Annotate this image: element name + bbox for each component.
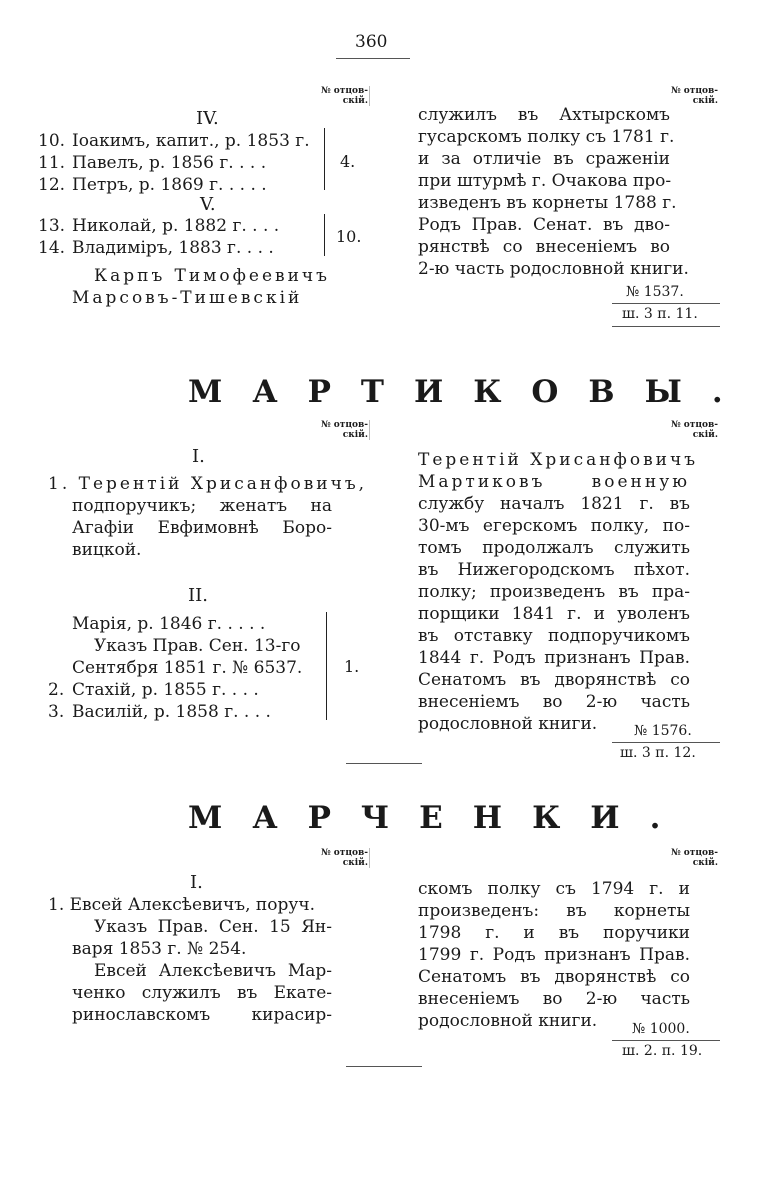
entry-text: Агафіи Евфимовнѣ Боро-: [72, 518, 332, 538]
father-number: 10.: [336, 227, 362, 246]
person-name: Марсовъ-Тишевскій: [72, 288, 303, 308]
biography-line: при штурмѣ г. Очакова про-: [418, 171, 672, 191]
record-number: № 1537.: [626, 284, 684, 300]
entry-text: Указъ Прав. Сен. 13-го: [94, 636, 301, 656]
biography-line: полку; произведенъ въ пра-: [418, 582, 690, 602]
biography-line: въ отставку подпоручикомъ: [418, 626, 690, 646]
record-number: № 1576.: [634, 723, 692, 739]
biography-line: Мартиковъ военную: [418, 472, 690, 492]
entry-text: вицкой.: [72, 540, 142, 560]
biography-line: 1798 г. и въ поручики: [418, 923, 690, 943]
shelf-reference: ш. 3 п. 11.: [622, 306, 698, 322]
entry-text: Петръ, р. 1869 г. . . . .: [72, 175, 267, 195]
entry-text: Марія, р. 1846 г. . . . .: [72, 614, 266, 634]
biography-line: рянствѣ со внесеніемъ во: [418, 237, 670, 257]
family-title: МАРЧЕНКИ.: [188, 800, 691, 836]
column-header: № отцов- скій.: [320, 848, 368, 868]
entry-text: Павелъ, р. 1856 г. . . .: [72, 153, 267, 173]
biography-line: Терентій Хрисанфовичъ: [418, 450, 699, 470]
generation-roman: I.: [190, 872, 203, 893]
group-brace: [318, 214, 325, 256]
person-name: Карпъ Тимофеевичъ: [94, 266, 330, 286]
divider: [346, 1066, 422, 1067]
biography-line: изведенъ въ корнеты 1788 г.: [418, 193, 677, 213]
entry-number: 11.: [38, 153, 66, 173]
entry-number: 3.: [48, 702, 65, 722]
entry-text: 1. Терентій Хрисанфовичъ,: [48, 474, 368, 494]
generation-roman: I.: [192, 446, 205, 467]
group-brace: [318, 128, 325, 190]
biography-line: внесеніемъ во 2-ю часть: [418, 692, 690, 712]
biography-line: внесеніемъ во 2-ю часть: [418, 989, 690, 1009]
biography-line: 1844 г. Родъ признанъ Прав.: [418, 648, 690, 668]
biography-line: 30-мъ егерскомъ полку, по-: [418, 516, 690, 536]
entry-text: Сентября 1851 г. № 6537.: [72, 658, 303, 678]
biography-line: 1799 г. Родъ признанъ Прав.: [418, 945, 690, 965]
biography-line: служилъ въ Ахтырскомъ: [418, 105, 670, 125]
divider: [612, 1040, 720, 1041]
biography-line: Сенатомъ въ дворянствѣ со: [418, 967, 690, 987]
entry-text: Стахій, р. 1855 г. . . .: [72, 680, 259, 700]
group-brace: [320, 612, 327, 720]
entry-text: Николай, р. 1882 г. . . .: [72, 216, 280, 236]
entry-text: Іоакимъ, капит., р. 1853 г.: [72, 131, 310, 151]
entry-text: ченко служилъ въ Екате-: [72, 983, 332, 1003]
biography-line: Сенатомъ въ дворянствѣ со: [418, 670, 690, 690]
shelf-reference: ш. 3 п. 12.: [620, 745, 696, 761]
shelf-reference: ш. 2. п. 19.: [622, 1043, 703, 1059]
column-header: № отцов- скій.: [670, 86, 718, 106]
divider: [612, 326, 720, 327]
biography-line: 2-ю часть родословной книги.: [418, 259, 689, 279]
generation-roman: II.: [188, 585, 208, 606]
biography-line: родословной книги.: [418, 714, 598, 734]
biography-line: произведенъ: въ корнеты: [418, 901, 690, 921]
entry-text: подпоручикъ; женатъ на: [72, 496, 332, 516]
family-title: МАРТИКОВЫ.: [188, 374, 753, 410]
entry-number: 12.: [38, 175, 66, 195]
biography-line: скомъ полку съ 1794 г. и: [418, 879, 690, 899]
biography-line: гусарскомъ полку съ 1781 г.: [418, 127, 675, 147]
biography-line: родословной книги.: [418, 1011, 598, 1031]
entry-text: варя 1853 г. № 254.: [72, 939, 247, 959]
entry-number: 10.: [38, 131, 66, 151]
entry-text: Владиміръ, 1883 г. . . .: [72, 238, 274, 258]
column-header: № отцов- скій.: [670, 420, 718, 440]
column-header: № отцов- скій.: [320, 420, 368, 440]
record-number: № 1000.: [632, 1021, 690, 1037]
generation-roman: V.: [200, 194, 216, 215]
entry-text: 1. Евсей Алексѣевичъ, поруч.: [48, 895, 315, 915]
entry-number: 14.: [38, 238, 66, 258]
entry-text: Василій, р. 1858 г. . . .: [72, 702, 271, 722]
biography-line: Родъ Прав. Сенат. въ дво-: [418, 215, 670, 235]
entry-number: 13.: [38, 216, 66, 236]
divider: [612, 303, 720, 304]
column-header: № отцов- скій.: [320, 86, 368, 106]
generation-roman: IV.: [196, 108, 219, 129]
father-number: 4.: [340, 152, 356, 171]
divider: [612, 742, 720, 743]
entry-text: Указъ Прав. Сен. 15 Ян-: [94, 917, 332, 937]
divider: [346, 763, 422, 764]
biography-line: службу началъ 1821 г. въ: [418, 494, 690, 514]
entry-number: 2.: [48, 680, 65, 700]
entry-text: Евсей Алексѣевичъ Мар-: [94, 961, 332, 981]
biography-line: порщики 1841 г. и уволенъ: [418, 604, 690, 624]
biography-line: и за отличіе въ сраженіи: [418, 149, 670, 169]
column-rule: [369, 86, 370, 106]
page-number: 360: [355, 32, 388, 52]
column-rule: [369, 420, 370, 440]
father-number: 1.: [344, 657, 360, 676]
entry-text: ринославскомъ кирасир-: [72, 1005, 332, 1025]
biography-line: въ Нижегородскомъ пѣхот.: [418, 560, 690, 580]
biography-line: томъ продолжалъ служить: [418, 538, 690, 558]
divider: [336, 58, 410, 59]
column-rule: [369, 848, 370, 868]
column-header: № отцов- скій.: [670, 848, 718, 868]
